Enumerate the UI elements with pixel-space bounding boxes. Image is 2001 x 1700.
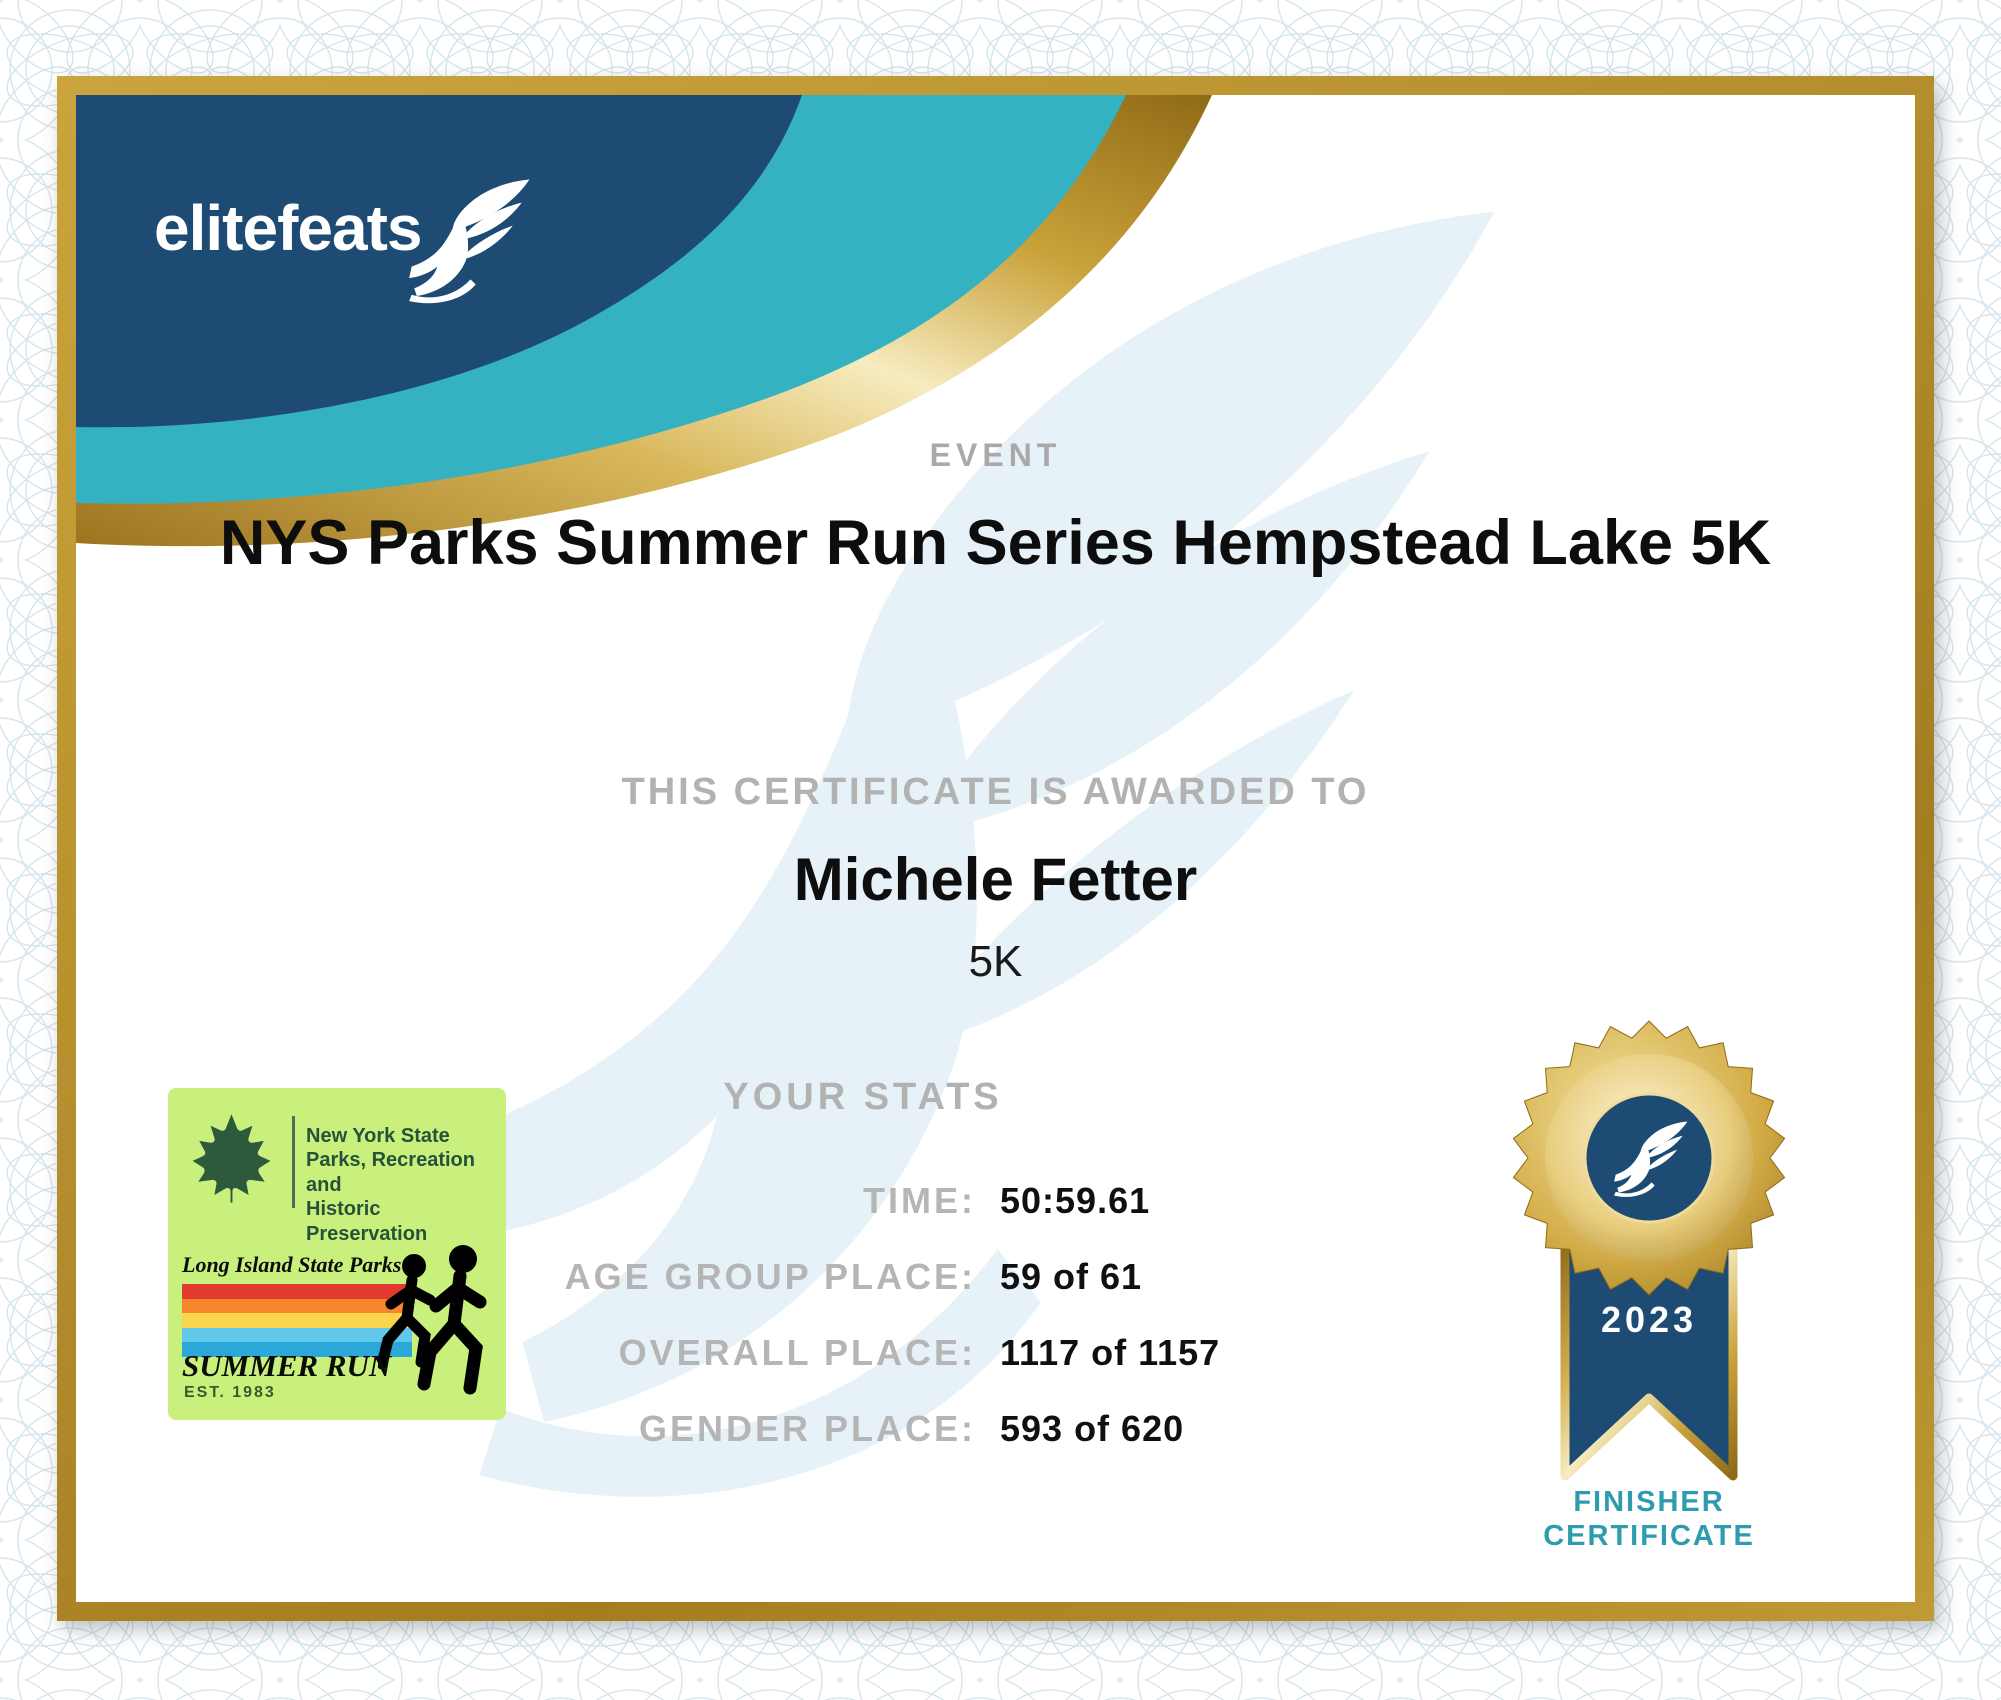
stat-value: 1117 of 1157 [1000, 1332, 1221, 1373]
finisher-caption-line2: CERTIFICATE [1543, 1520, 1755, 1552]
logo-divider [292, 1116, 295, 1208]
series-title: Long Island State Parks [182, 1252, 402, 1277]
stat-label: OVERALL PLACE: [618, 1332, 976, 1373]
medal-year: 2023 [1600, 1299, 1698, 1340]
stats-heading: YOUR STATS [723, 1076, 1003, 1118]
finisher-medal-badge [1479, 1008, 1819, 1568]
event-title: NYS Parks Summer Run Series Hempstead Lake 5K [219, 508, 1772, 578]
agency-line: New York State [306, 1125, 450, 1147]
certificate-body [76, 95, 1915, 1602]
recipient-name: Michele Fetter [793, 846, 1198, 913]
stat-label: TIME: [863, 1180, 976, 1221]
event-heading: EVENT [929, 437, 1062, 473]
stat-label: AGE GROUP PLACE: [564, 1256, 976, 1297]
summer-run-title: SUMMER RUN [182, 1348, 392, 1383]
stat-label: GENDER PLACE: [638, 1408, 976, 1449]
stat-value: 59 of 61 [1000, 1256, 1143, 1297]
runners-silhouette-icon [378, 1240, 496, 1412]
agency-name [306, 1124, 506, 1246]
parks-logo-card [168, 1088, 506, 1420]
stat-value: 50:59.61 [1000, 1180, 1151, 1221]
stat-value: 593 of 620 [1000, 1408, 1185, 1449]
finisher-caption-line1: FINISHER [1573, 1486, 1725, 1518]
gold-frame [57, 76, 1934, 1621]
race-distance: 5K [968, 937, 1023, 986]
maple-leaf-icon [184, 1108, 279, 1208]
agency-line: Parks, Recreation and [306, 1149, 475, 1196]
winged-foot-icon [404, 165, 532, 317]
established-year: EST. 1983 [184, 1384, 276, 1401]
brand-logo-text: elitefeats [154, 192, 422, 264]
agency-line: Historic Preservation [306, 1198, 428, 1245]
awarded-heading: THIS CERTIFICATE IS AWARDED TO [621, 771, 1370, 813]
